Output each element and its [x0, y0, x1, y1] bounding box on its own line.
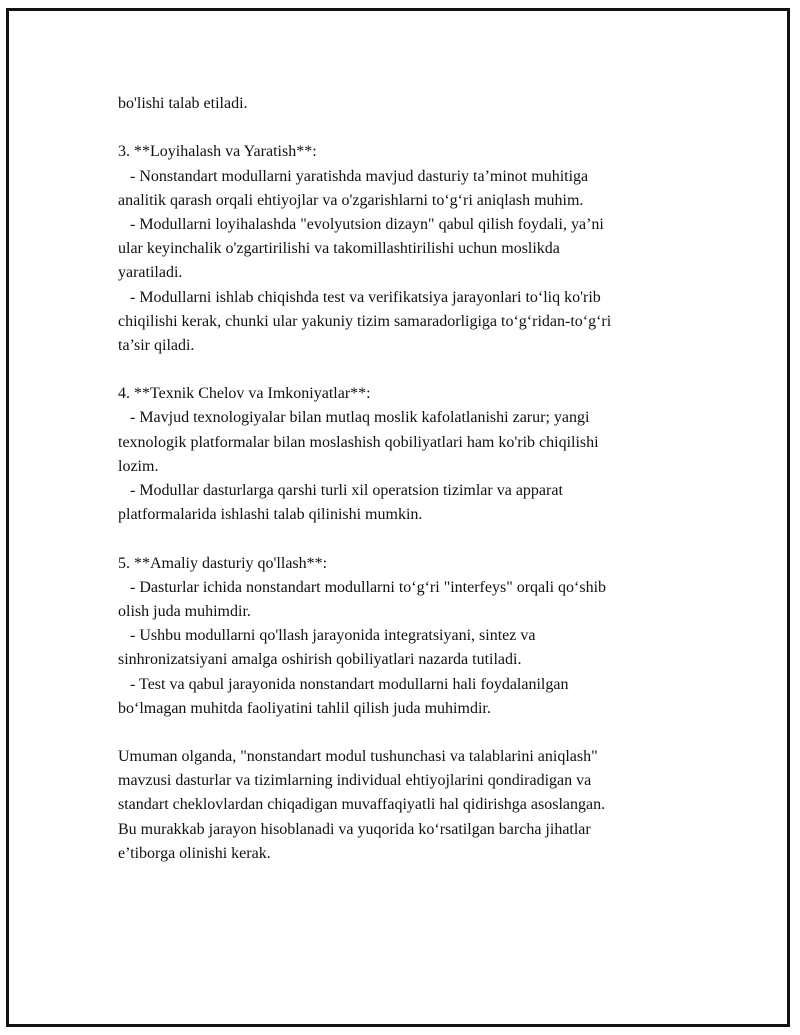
section-5-line: - Test va qabul jarayonida nonstandart modullarni hali foydalanilgan: [118, 675, 569, 693]
section-4-line: texnologik platformalar bilan moslashish qobiliyatlari ham ko'rib chiqilishi: [118, 433, 599, 451]
conclusion-line: mavzusi dasturlar va tizimlarning individual ehtiyojlarini qondiradigan va: [118, 772, 592, 790]
section-3-line: chiqilishi kerak, chunki ular yakuniy tizim samaradorligiga to‘g‘ridan-to‘g‘ri: [118, 312, 612, 330]
document-body: [118, 92, 718, 866]
section-4-heading: 4. **Texnik Chelov va Imkoniyatlar**:: [118, 385, 371, 403]
section-3-line: ular keyinchalik o'zgartirilishi va takomillashtirilishi uchun moslikda: [118, 240, 560, 258]
conclusion-paragraph: [118, 745, 718, 866]
section-3-line: analitik qarash orqali ehtiyojlar va o'zgarishlarni to‘g‘ri aniqlash muhim.: [118, 191, 584, 209]
section-5-line: sinhronizatsiyani amalga oshirish qobiliyatlari nazarda tutiladi.: [118, 651, 522, 669]
conclusion-line: Umuman olganda, "nonstandart modul tushunchasi va talablarini aniqlash": [118, 748, 598, 766]
section-5-line: bo‘lmagan muhitda faoliyatini tahlil qilish juda muhimdir.: [118, 699, 491, 717]
section-4-line: lozim.: [118, 457, 159, 475]
section-4-line: - Modullar dasturlarga qarshi turli xil operatsion tizimlar va apparat: [118, 482, 563, 499]
section-4-line: platformalarida ishlashi talab qilinishi mumkin.: [118, 506, 423, 524]
conclusion-line: standart cheklovlardan chiqadigan muvaffaqiyatli hal qidirishga asoslangan.: [118, 796, 606, 814]
paragraph-gap: [118, 721, 718, 745]
conclusion-line: e’tiborga olinishi kerak.: [118, 844, 271, 862]
conclusion-line: Bu murakkab jarayon hisoblanadi va yuqorida ko‘rsatilgan barcha jihatlar: [118, 820, 591, 838]
section-3-heading: 3. **Loyihalash va Yaratish**:: [118, 143, 317, 161]
section-4-line: - Mavjud texnologiyalar bilan mutlaq moslik kafolatlanishi zarur; yangi: [118, 409, 590, 427]
section-5-line: olish juda muhimdir.: [118, 602, 251, 620]
section-5: [118, 552, 718, 721]
paragraph-gap: [118, 527, 718, 551]
intro-line: bo'lishi talab etiladi.: [118, 95, 248, 112]
paragraph-gap: [118, 358, 718, 382]
section-5-line: - Dasturlar ichida nonstandart modullarni to‘g‘ri "interfeys" orqali qo‘shib: [118, 578, 607, 596]
section-3: [118, 140, 718, 358]
section-3-line: - Nonstandart modullarni yaratishda mavjud dasturiy ta’minot muhitiga: [118, 167, 589, 185]
section-4: [118, 382, 718, 527]
section-3-line: - Modullarni ishlab chiqishda test va verifikatsiya jarayonlari to‘liq ko'rib: [118, 288, 601, 306]
section-3-line: - Modullarni loyihalashda "evolyutsion dizayn" qabul qilish foydali, ya’ni: [118, 215, 604, 233]
paragraph-gap: [118, 116, 718, 140]
section-3-line: ta’sir qiladi.: [118, 336, 195, 354]
section-3-line: yaratiladi.: [118, 264, 183, 282]
section-5-line: - Ushbu modullarni qo'llash jarayonida integratsiyani, sintez va: [118, 627, 536, 645]
section-5-heading: 5. **Amaliy dasturiy qo'llash**:: [118, 554, 328, 572]
